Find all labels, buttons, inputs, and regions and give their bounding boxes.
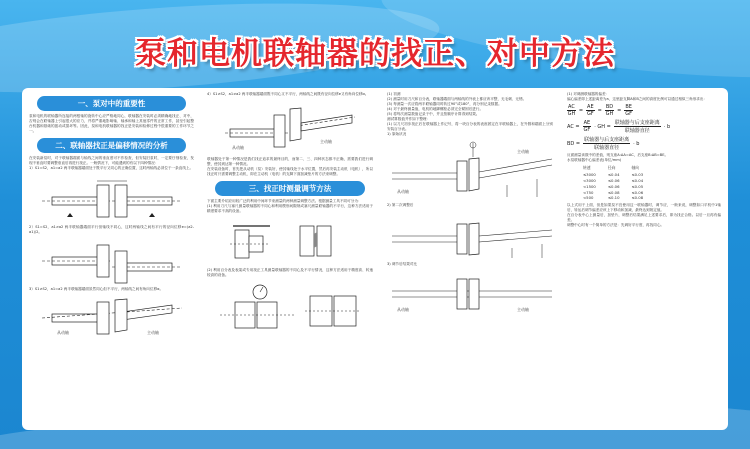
label-driven-shaft: 从动轴 [232, 145, 244, 150]
paragraph: (1) 初测 [387, 92, 401, 96]
paragraph: 1）S1=S2，a1=a2 两半联轴器端面处于既平行又同心的正确位置，这时两轴线必须位于一条直线上。 [29, 166, 194, 170]
table-header: 轴向 [631, 165, 640, 171]
paragraph: 联轴器处于第一种情况是我们找正追求的最终目的，而第二、三、四种状态都不正确，需要我们进行调整，使其到达第一种情况。 [207, 157, 373, 166]
paragraph: 4）S1≠S2，a1≠a2 两半联轴器端面既不同心又不平行，两轴线之间既有径向位移e又有角向位移α。 [207, 92, 369, 96]
column-4 [562, 88, 726, 430]
table-header: 径向 [607, 165, 616, 171]
formula-ratio: AC GH = AE GF = BD GH = BE GF [567, 104, 632, 117]
section-heading-3: 三、找正时测量调节方法 [215, 181, 365, 196]
poster-title: 泵和电机联轴器的找正、对中方法 [135, 36, 615, 72]
adjustment-diagram-1 [387, 139, 557, 201]
paragraph: 下面主要介绍应用较广泛的利用中间环节来测量的两种测量调整方法。根据测量工具不同可分为： [207, 199, 362, 203]
dial-indicator-diagram [215, 280, 365, 332]
table-title: 水泵联轴器中心偏差表(单位/mm) [567, 158, 622, 162]
column-2 [202, 88, 378, 430]
paragraph: 在百分表中心上测量后，加垫片，调整后结果满足上述要求后，即为找正合格。以后一旦再有偏差。 [567, 212, 721, 222]
content-panel [22, 88, 728, 430]
label-driven-shaft: 从动轴 [397, 307, 409, 312]
coupling-diagram-offset [37, 237, 187, 285]
paragraph: 偏心偏差即上述距离差为a，这里距支脚A和B之间的高度比例可以通过相似三角形求出： [567, 97, 708, 101]
paragraph: 在安装设备时，首先把从动机（泵）安装好，使其轴线处于水平位置，然后再安装主动机（电机），所以找正时只需要调整主动机，即在主动机（电机）的支脚下面加减垫片的方法来调整。 [207, 167, 373, 176]
column-1 [24, 88, 199, 430]
deviation-table [577, 165, 649, 201]
formula-numerator: 联轴器与后支座距离 [614, 120, 660, 126]
paragraph: (1) 利用刀尺与塞尺测量联轴器的不同心和利用楔形间隙规或塞尺测量联轴器的不平行，这种方法适用于精度要求不高的设备。 [207, 204, 373, 213]
paragraph: 2）S1=S2，a1≠a2 两半联轴器端面平行但轴线不同心，这时两轴线之间有平行的径向位移e=(a2-a1)/2。 [29, 225, 194, 234]
table-header: 转速 [583, 165, 591, 171]
table-row: <750 ≤0.08 ≤0.06 [583, 189, 644, 195]
paragraph: (4) 对于最终测量值，电机的地脚螺栓必须完全紧固后进行。 [387, 107, 484, 111]
paragraph: 调整中心时有一个简单的方法是：先调好平行度，再找同心。 [567, 222, 665, 227]
paragraph: 反面测量读数中的差值，则支座A:ΔA=AC，后支座B:ΔB=BE。 [567, 153, 669, 157]
figure-caption: 2) 第二次调整后 [387, 203, 414, 207]
figure-caption: 3) 调节后结果对比 [387, 262, 417, 266]
coupling-diagram-angular [37, 294, 187, 340]
paragraph: (1) 对调测联轴器的偏差： [567, 92, 610, 96]
label-driven-shaft: 从动轴 [397, 189, 409, 194]
label-drive-shaft: 主动轴 [320, 139, 332, 144]
label-drive-shaft: 主动轴 [517, 307, 529, 312]
section-heading-2: 二、联轴器找正是偏移情况的分析 [37, 138, 186, 153]
figure-caption: 1) 原始状况 [387, 132, 407, 136]
formula-numerator: 联轴器与后支座距离 [584, 137, 630, 143]
section-heading-1: 一、泵对中的重要性 [37, 96, 186, 111]
formula-denominator: 联轴器直径 [624, 128, 650, 134]
formula-denominator: 联轴器直径 [594, 145, 620, 151]
ruler-feeler-diagram [215, 216, 365, 266]
coupling-diagram-offset-angular [220, 99, 360, 155]
label-drive-shaft: 主动轴 [517, 149, 529, 154]
formula-bd: BD = 联轴器与后支座距离 联轴器直径 · b [567, 137, 640, 151]
table-row: <500 ≤0.10 ≤0.08 [583, 195, 644, 201]
formula-ac: AC = AE GF · GH = 联轴器与后支座距离 联轴器直径 · b [567, 120, 671, 134]
paragraph: 3）S1≠S2，a1=a2 两半联轴器端面虽然同心但不平行，两轴线之间有角向位移α。 [29, 287, 164, 291]
paragraph: 在安装新泵时，对于联轴器端面与轴线之间的垂直度可不作检查，但安装旧泵时，一定要仔细检查，发现不垂直时要调整垂直后再进行找正。一般情况下，可能遇到的有以下四种情况： [29, 156, 194, 165]
paragraph: (2) 利用百分表及表架或专用找正工具测量联轴器的不同心及不平行情况，这种方法适用于精度高、转速较高的设备。 [207, 268, 373, 277]
paragraph: (1) 以刀尺初步找正后在联轴器上作记号，将一块百分表的表座固定在半联轴器上，在外圆和端面上分别安装百分表。 [387, 122, 553, 131]
label-drive-shaft: 主动轴 [146, 330, 159, 335]
adjustment-diagram-3 [387, 269, 557, 315]
label-driven-shaft: 从动轴 [56, 330, 69, 335]
paragraph: 泵和电机的联轴器所连接的两根轴的旋转中心应严格地同心，联轴器在安装时必须精确地找正、对中，否则会在联轴器上引起很大的应力，并将严重地影响轴、轴承和轴上其他零件的正常工作，甚至引起整台机器和基础的振动或损坏等。因此，泵和电机联轴器的找正是安装和检修过程中很重要的工作环节之一。 [29, 114, 194, 133]
table-row: <1500 ≤0.06 ≤0.05 [583, 183, 644, 189]
adjustment-diagram-2 [387, 210, 557, 260]
table-row: <3000 ≤0.06 ≤0.04 [583, 177, 644, 183]
paragraph: 测试算数值并作如下整理： [387, 117, 431, 121]
coupling-diagram-aligned [37, 173, 187, 223]
column-3 [382, 88, 558, 430]
paragraph: (2) 测量时用刀尺和百分表，联轴器端面与两轴线的外表上都应该平整，无毛刺、无锈。 [387, 97, 527, 101]
paragraph: (3) 每测量一次应将两半联轴器同时转过90°或180°，再分别记录数据。 [387, 102, 502, 106]
paragraph: (5) 将每次测量数值记录于中，并且按顺序计算得到结果。 [387, 112, 480, 116]
paragraph: 以上式用于上面，但是如果泵不宜使用这一联轴器时，调节应，一般来说，调整如口平机中1轴后，转运后调节偏差应该上下移动和加减，最终达到规定值。 [567, 202, 721, 212]
table-row: ≤3000 ≤0.04 ≤0.03 [583, 172, 644, 178]
